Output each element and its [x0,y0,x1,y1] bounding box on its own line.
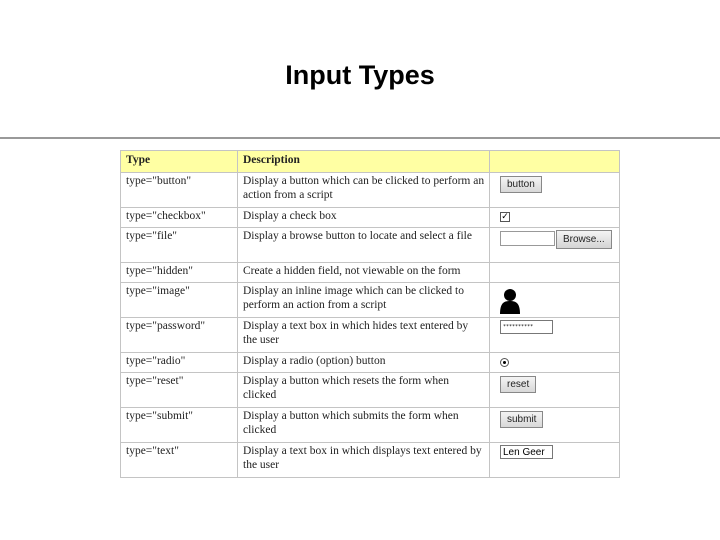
file-path-field[interactable] [500,231,555,246]
button-button[interactable]: button [500,176,542,193]
input-types-table [120,150,620,478]
type-cell: type="hidden" [121,263,238,283]
table-row [121,373,620,408]
table-row [121,263,620,283]
description-cell: Display a button which can be clicked to perform an action from a script [238,173,490,208]
demo-cell [490,283,620,318]
checkbox[interactable]: ✓ [501,212,509,222]
description-cell: Display a text box in which displays text entered by the user [238,443,490,478]
table-row [121,408,620,443]
text-field[interactable]: Len Geer [500,445,553,459]
table-row [121,208,620,228]
type-cell: type="image" [121,283,238,318]
demo-cell [490,318,620,353]
demo-cell [490,228,620,263]
type-cell: type="file" [121,228,238,263]
type-cell: type="submit" [121,408,238,443]
demo-cell [490,443,620,478]
description-cell: Display an inline image which can be clicked to perform an action from a script [238,283,490,318]
submit-button[interactable]: submit [500,411,543,428]
person-icon[interactable] [500,288,520,319]
description-cell: Display a text box in which hides text entered by the user [238,318,490,353]
table-row [121,228,620,263]
table-row [121,318,620,353]
type-cell: type="reset" [121,373,238,408]
type-cell: type="password" [121,318,238,353]
description-cell: Display a check box [238,208,490,228]
type-cell: type="button" [121,173,238,208]
description-cell: Create a hidden field, not viewable on the form [238,263,490,283]
type-cell: type="text" [121,443,238,478]
header-type: Type [121,151,238,173]
slide-title: Input Types [285,60,435,90]
description-cell: Display a button which resets the form when clicked [238,373,490,408]
description-cell: Display a browse button to locate and select a file [238,228,490,263]
demo-cell [490,353,620,373]
password-field[interactable]: ********** [500,320,553,334]
type-cell: type="checkbox" [121,208,238,228]
reset-button[interactable]: reset [500,376,536,393]
description-cell: Display a radio (option) button [238,353,490,373]
browse-button[interactable]: Browse... [556,230,612,249]
radio-button[interactable] [500,358,509,367]
table-row [121,283,620,318]
demo-cell [490,208,620,228]
type-cell: type="radio" [121,353,238,373]
title-divider [0,137,720,139]
table-header-row [121,151,620,173]
description-cell: Display a button which submits the form when clicked [238,408,490,443]
table-row [121,173,620,208]
demo-cell [490,408,620,443]
demo-cell [490,263,620,283]
table-row [121,353,620,373]
header-demo [490,151,620,173]
table-row [121,443,620,478]
demo-cell [490,373,620,408]
header-description: Description [238,151,490,173]
demo-cell [490,173,620,208]
